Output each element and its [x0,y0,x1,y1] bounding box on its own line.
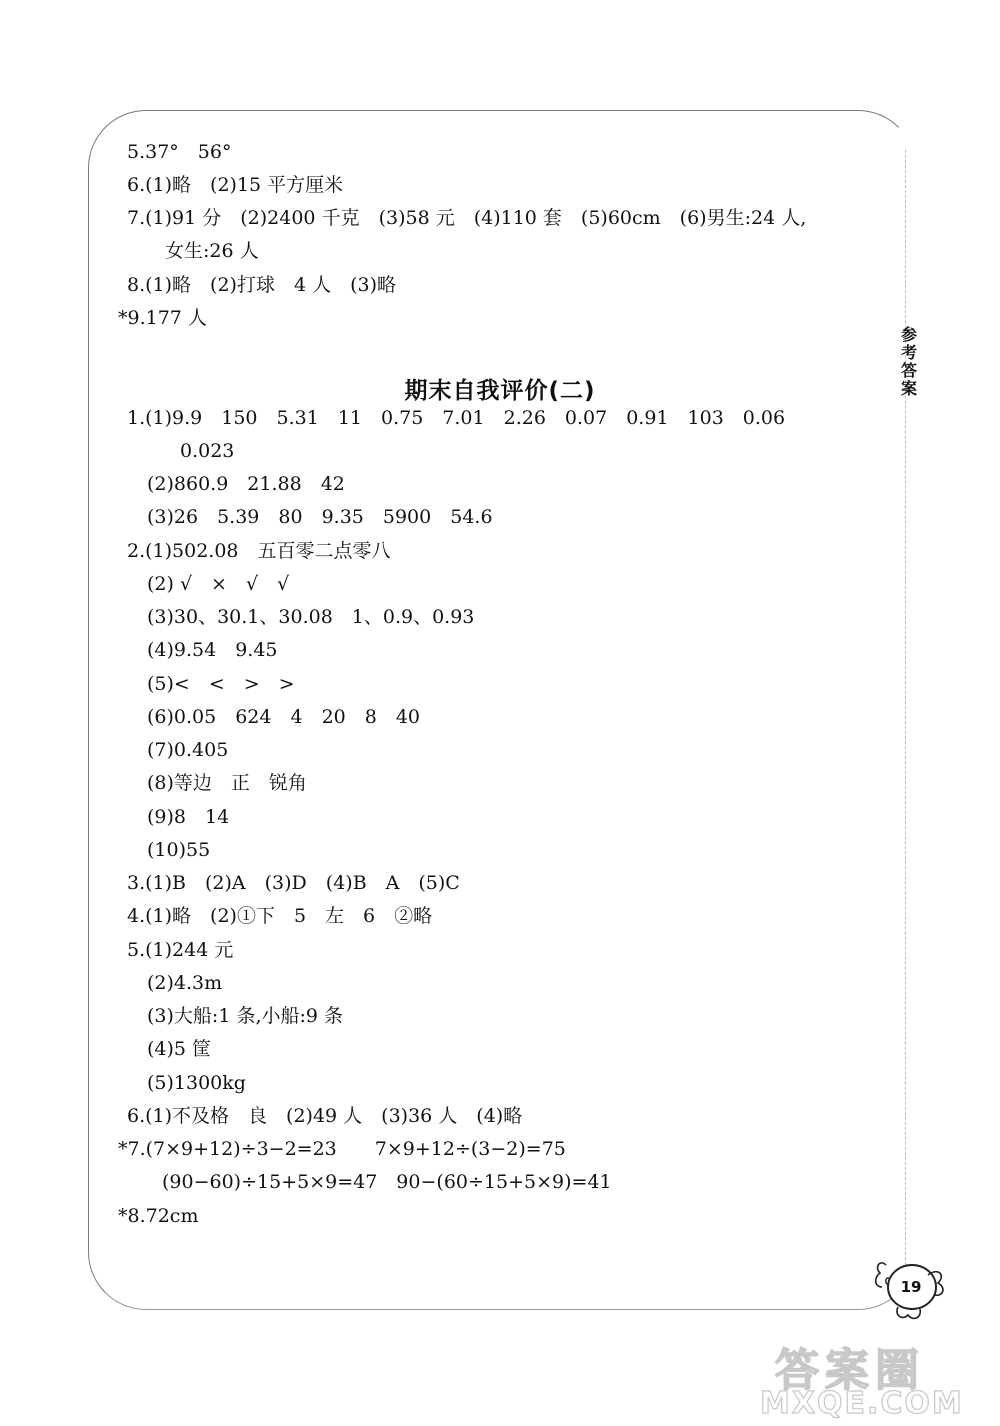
side-label-reference-answers: 参 考 答 案 [900,325,917,398]
answer-line-7-cont: 女生:26 人 [165,240,259,262]
section-line-6: 6.(1)不及格 良 (2)49 人 (3)36 人 (4)略 [127,1105,523,1127]
section-line-7: *7.(7×9+12)÷3−2=23 7×9+12÷(3−2)=75 [118,1138,566,1160]
watermark-logo-en: MXQE.COM [760,1386,964,1421]
page-number: 19 [900,1278,922,1296]
section-line-1-2: (2)860.9 21.88 42 [147,473,345,495]
section-line-5-1: 5.(1)244 元 [127,939,234,961]
section-line-4: 4.(1)略 (2)①下 5 左 6 ②略 [127,905,433,927]
page-border-right-edge [905,150,916,1280]
section-line-5-2: (2)4.3m [147,972,223,994]
answer-line-9: *9.177 人 [118,307,207,329]
section-line-7-cont: (90−60)÷15+5×9=47 90−(60÷15+5×9)=41 [162,1171,612,1193]
section-line-2-6: (6)0.05 624 4 20 8 40 [147,706,421,728]
section-line-1-1: 1.(1)9.9 150 5.31 11 0.75 7.01 2.26 0.07 0.91 103 0.06 [127,407,786,429]
section-line-3: 3.(1)B (2)A (3)D (4)B A (5)C [127,872,460,894]
answer-line-8: 8.(1)略 (2)打球 4 人 (3)略 [127,274,396,296]
section-line-1-3: (3)26 5.39 80 9.35 5900 54.6 [147,506,493,528]
section-line-2-1: 2.(1)502.08 五百零二点零八 [127,540,391,562]
section-line-8: *8.72cm [118,1205,199,1227]
section-title: 期末自我评价(二) [404,378,596,404]
section-line-5-3: (3)大船:1 条,小船:9 条 [147,1005,344,1027]
section-line-2-8: (8)等边 正 锐角 [147,772,307,794]
section-line-5-5: (5)1300kg [147,1072,246,1094]
section-line-1-1-cont: 0.023 [180,440,235,462]
section-line-2-5: (5)< < > > [147,673,295,695]
section-line-5-4: (4)5 筐 [147,1038,212,1060]
section-line-2-9: (9)8 14 [147,806,230,828]
watermark-logo-cn: 答案圈 [775,1345,925,1396]
section-line-2-10: (10)55 [147,839,211,861]
answer-line-7: 7.(1)91 分 (2)2400 千克 (3)58 元 (4)110 套 (5)60cm (6)男生:24 人, [127,207,807,229]
answer-line-6: 6.(1)略 (2)15 平方厘米 [127,174,344,196]
answer-line-5: 5.37° 56° [127,141,232,163]
section-line-2-2: (2) √ × √ √ [147,573,290,595]
section-line-2-3: (3)30、30.1、30.08 1、0.9、0.93 [147,606,475,628]
section-line-2-4: (4)9.54 9.45 [147,639,278,661]
section-line-2-7: (7)0.405 [147,739,229,761]
